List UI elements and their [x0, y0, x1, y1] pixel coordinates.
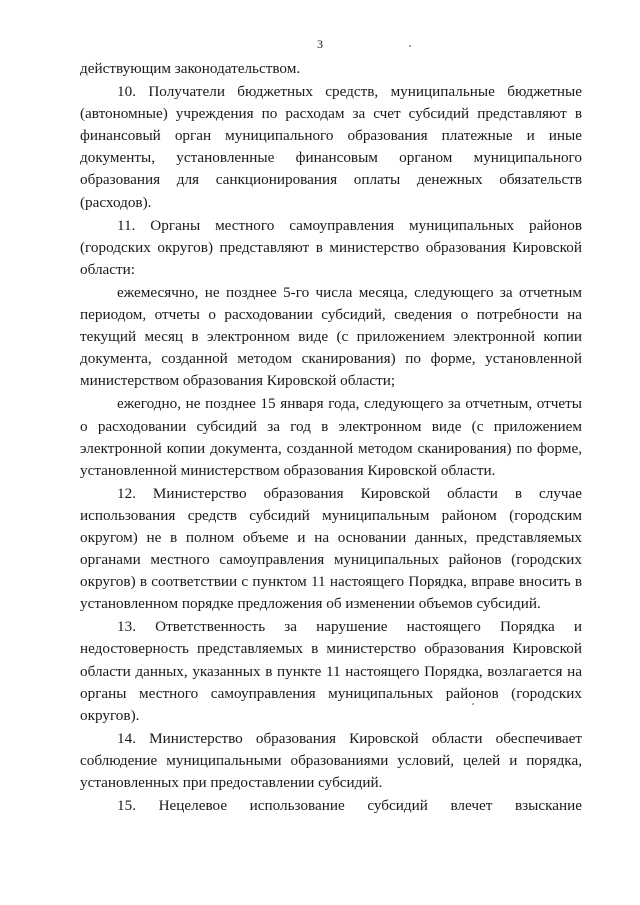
- page-number: 3: [317, 37, 323, 51]
- paragraph-12: 12. Министерство образования Кировской области в случае использования средств субсидий муниципальным районом (городским округом) не в полном объеме и на основании данных, представляемых органами местного самоуправления муниципальных районов (городских округов) в соответствии с пунктом 11 настоящего Порядка, вправе вносить в установленном порядке предложения об изменении объемов субсидий.: [80, 484, 582, 613]
- paragraph-13: 13. Ответственность за нарушение настоящего Порядка и недостоверность представляемых в министерство образования Кировской области данных, указанных в пункте 11 настоящего Порядка, возлагается на органы местного самоуправления муниципальных районов (городских округов).: [80, 618, 582, 724]
- document-body: [80, 58, 582, 817]
- paragraph-15: 15. Нецелевое использование субсидий влечет взыскание: [117, 797, 582, 815]
- scan-speck: [409, 45, 411, 47]
- paragraph-11-yearly: ежегодно, не позднее 15 января года, следующего за отчетным, отчеты о расходовании субсидий за год в электронном виде (с приложением электронной копии документа, созданной методом сканирования) по форме, установленной министерством образования Кировской области.: [80, 395, 582, 479]
- paragraph-11-monthly: ежемесячно, не позднее 5-го числа месяца, следующего за отчетным периодом, отчеты о расходовании субсидий, сведения о потребности на текущий месяц в электронном виде (с приложением электронной копии документа, созданной методом сканирования) по форме, установленной министерством образования Кировской области;: [80, 283, 582, 390]
- paragraph-10: 10. Получатели бюджетных средств, муниципальные бюджетные (автономные) учреждения по расходам за счет субсидий представляют в финансовый орган муниципального образования платежные и иные документы, установленные финансовым органом муниципального образования для санкционирования оплаты денежных обязательств (расходов).: [80, 83, 582, 211]
- paragraph-14: 14. Министерство образования Кировской области обеспечивает соблюдение муниципальными образованиями условий, целей и порядка, установленных при предоставлении субсидий.: [80, 729, 582, 791]
- paragraph-continuation: действующим законодательством.: [80, 60, 301, 77]
- paragraph-11: 11. Органы местного самоуправления муниципальных районов (городских округов) представляют в министерство образования Кировской области:: [80, 216, 582, 278]
